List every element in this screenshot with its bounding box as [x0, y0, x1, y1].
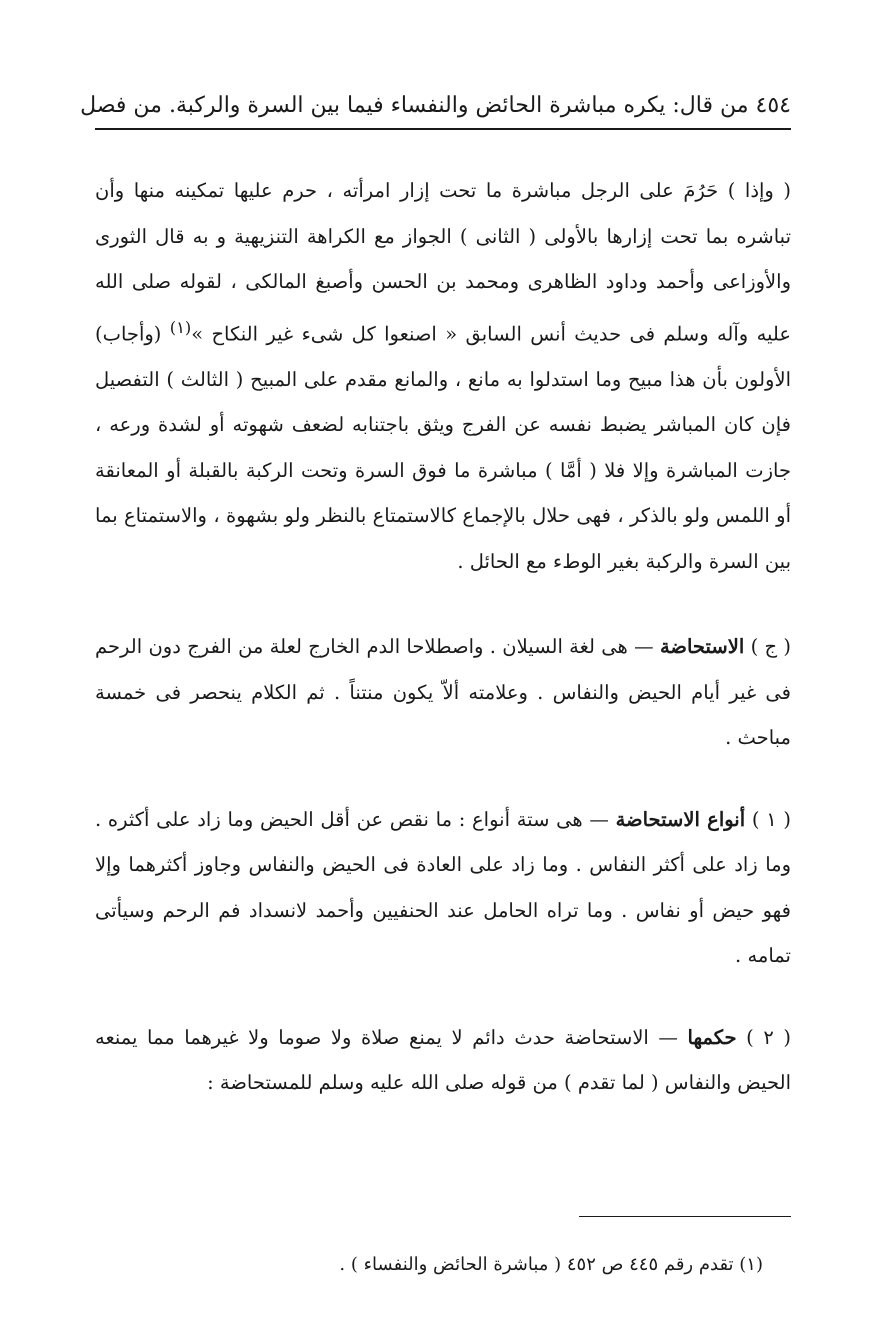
- text-run: — هى لغة السيلان . واصطلاحا الدم الخارج لعلة من الفرج دون الرحم فى غير أيام الحيض والنفاس . وعلامته ألاّ يكون منتناً . ثم الكلام ينحصر فى خمسة مباحث .: [95, 635, 791, 749]
- text-run: — هى ستة أنواع : ما نقص عن أقل الحيض وما زاد على أكثره . وما زاد على أكثر النفاس . وما زاد على العادة فى الحيض والنفاس وجاوز أكثرهما وإلا فهو حيض أو نفاس . وما تراه الحامل عند الحنفيين وأحمد لانسداد فم الرحم وسيأتى تمامه .: [95, 807, 791, 967]
- body-text: [95, 168, 791, 1140]
- section-heading: حكمها: [687, 1025, 737, 1049]
- footnote: (١) تقدم رقم ٤٤٥ ص ٤٥٢ ( مباشرة الحائض والنفساء ) .: [339, 1254, 763, 1275]
- paragraph-prohibition: [95, 168, 791, 584]
- text-run: ( ٢ ): [736, 1025, 791, 1049]
- text-run: ( ج ): [744, 635, 792, 658]
- book-page: [80, 78, 792, 1298]
- text-run: — الاستحاضة حدث دائم لا يمنع صلاة ولا صوما ولا غيرهما مما يمنعه الحيض والنفاس ( لما تقدم ) من قوله صلى الله عليه وسلم للمستحاضة :: [95, 1025, 791, 1094]
- footnote-marker: (١): [169, 317, 192, 337]
- paragraph-istihada-types: [95, 797, 791, 979]
- paragraph-istihada-ruling: [95, 1015, 791, 1106]
- paragraph-istihada-definition: [95, 624, 791, 761]
- header-rule: [95, 128, 791, 130]
- footnote-rule: [579, 1216, 791, 1217]
- text-run: (وأجاب) الأولون بأن هذا مبيح وما استدلوا به مانع ، والمانع مقدم على المبيح ( الثالث ) التفصيل فإن كان المباشر يضبط نفسه عن الفرج ويثق باجتنابه لضعف شهوته أو لشدة ورعه ، جازت المباشرة وإلا فلا ( أمَّا ) مباشرة ما فوق السرة وتحت الركبة بالقبلة أو المعانقة أو اللمس ولو بالذكر ، فهى حلال بالإجماع كالاستمتاع بالنظر ولو بشهوة ، والاستمتاع بما بين السرة والركبة بغير الوطء مع الحائل .: [95, 322, 791, 573]
- text-run: ( ١ ): [745, 807, 791, 831]
- text-run: ( وإذا ) حَرُمَ على الرجل مباشرة ما تحت إزار امرأته ، حرم عليها تمكينه منها وأن تباشره بما تحت إزارها بالأولى ( الثانى ) الجواز مع الكراهة التنزيهية و به قال الثورى والأوزاعى وأحمد وداود الظاهرى ومحمد بن الحسن وأصبغ المالكى ، لقوله صلى الله عليه وآله وسلم فى حديث أنس السابق « اصنعوا كل شىء غير النكاح »: [95, 179, 791, 345]
- section-heading: أنواع الاستحاضة: [615, 807, 746, 831]
- running-header: ٤٥٤ من قال: يكره مباشرة الحائض والنفساء فيما بين السرة والركبة. من فصل: [80, 93, 791, 118]
- section-heading: الاستحاضة: [659, 635, 745, 658]
